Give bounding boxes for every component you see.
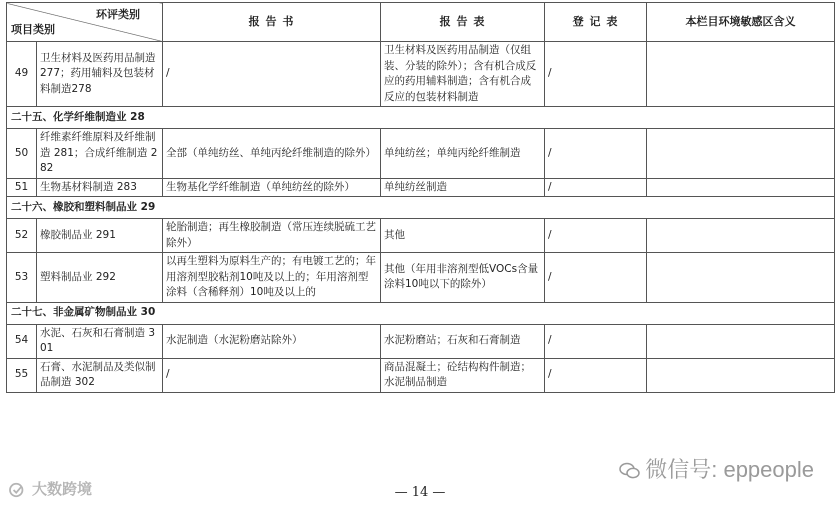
report-form-cell: 其他（年用非溶剂型低VOCs含量涂料10吨以下的除外） [381,253,545,303]
table-header-row [7,3,835,42]
table-row [7,253,835,303]
project-category-cell: 水泥、石灰和石膏制造 301 [37,324,163,358]
registration-cell: / [545,253,647,303]
report-book-cell: 生物基化学纤维制造（单纯纺丝的除外） [163,178,381,197]
project-category-cell: 卫生材料及医药用品制造 277；药用辅料及包装材料制造278 [37,42,163,107]
table-row [7,358,835,392]
project-category-cell: 橡胶制品业 291 [37,219,163,253]
registration-form-header: 登 记 表 [545,3,647,42]
project-category-cell: 塑料制品业 292 [37,253,163,303]
registration-cell: / [545,129,647,179]
report-book-cell: / [163,358,381,392]
table-body [7,42,835,393]
report-form-cell: 其他 [381,219,545,253]
eia-category-table [6,2,835,393]
section-row [7,302,835,324]
report-form-cell: 单纯纺丝制造 [381,178,545,197]
project-category-cell: 生物基材料制造 283 [37,178,163,197]
brand-watermark-text: 大数跨境 [32,481,93,498]
section-title: 二十六、橡胶和塑料制品业 29 [7,197,835,219]
section-row [7,197,835,219]
report-book-cell: 全部（单纯纺丝、单纯丙纶纤维制造的除外） [163,129,381,179]
row-number: 51 [7,178,37,197]
section-title: 二十五、化学纤维制造业 28 [7,107,835,129]
row-number: 49 [7,42,37,107]
table-row [7,178,835,197]
diagonal-header-cell [7,3,163,42]
report-book-cell: 以再生塑料为原料生产的；有电镀工艺的；年用溶剂型胶粘剂10吨及以上的；年用溶剂型涂料（含稀释剂）10吨及以上的 [163,253,381,303]
sensitive-area-header: 本栏目环境敏感区含义 [647,3,835,42]
page-number: — 14 — [394,485,446,500]
report-form-cell: 卫生材料及医药用品制造（仅组装、分装的除外）；含有机合成反应的药用辅料制造；含有机合成反应的包装材料制造 [381,42,545,107]
report-book-cell: / [163,42,381,107]
report-book-cell: 轮胎制造；再生橡胶制造（常压连续脱硫工艺除外） [163,219,381,253]
env-category-header: 环评类别 [96,8,140,21]
row-number: 52 [7,219,37,253]
wechat-icon [619,462,641,480]
wechat-id-text: 微信号: eppeople [645,457,814,482]
table-row [7,219,835,253]
registration-cell: / [545,178,647,197]
table-row [7,129,835,179]
row-number: 50 [7,129,37,179]
sensitive-area-cell [647,129,835,179]
sensitive-area-cell [647,219,835,253]
report-book-cell: 水泥制造（水泥粉磨站除外） [163,324,381,358]
row-number: 55 [7,358,37,392]
registration-cell: / [545,324,647,358]
registration-cell: / [545,42,647,107]
row-number: 53 [7,253,37,303]
report-form-cell: 水泥粉磨站；石灰和石膏制造 [381,324,545,358]
sensitive-area-cell [647,358,835,392]
project-category-cell: 纤维素纤维原料及纤维制造 281；合成纤维制造 282 [37,129,163,179]
table-row [7,324,835,358]
sensitive-area-cell [647,253,835,303]
project-category-cell: 石膏、水泥制品及类似制品制造 302 [37,358,163,392]
report-book-header: 报 告 书 [163,3,381,42]
report-form-header: 报 告 表 [381,3,545,42]
sensitive-area-cell [647,178,835,197]
wechat-watermark [619,453,814,484]
section-row [7,107,835,129]
section-title: 二十七、非金属矿物制品业 30 [7,302,835,324]
table-row [7,42,835,107]
row-number: 54 [7,324,37,358]
report-form-cell: 商品混凝土；砼结构构件制造；水泥制品制造 [381,358,545,392]
report-form-cell: 单纯纺丝；单纯丙纶纤维制造 [381,129,545,179]
sensitive-area-cell [647,324,835,358]
project-category-header: 项目类别 [11,22,55,36]
registration-cell: / [545,358,647,392]
sensitive-area-cell [647,42,835,107]
registration-cell: / [545,219,647,253]
